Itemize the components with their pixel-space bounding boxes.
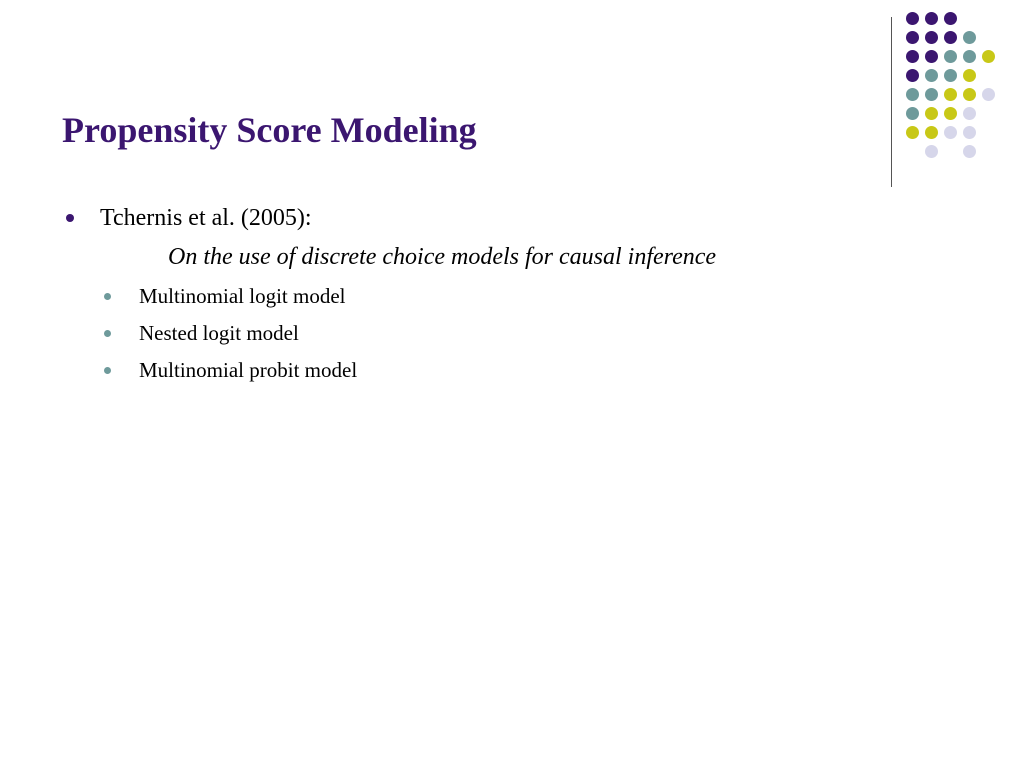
decorative-dot-lavender: [963, 126, 976, 139]
decorative-dot-purple: [925, 31, 938, 44]
decorative-dot-purple: [906, 69, 919, 82]
decorative-dot-lavender: [963, 145, 976, 158]
decorative-dot-yellow: [944, 107, 957, 120]
title-divider-line: [891, 17, 892, 187]
decorative-dot-teal: [906, 88, 919, 101]
decorative-dot-lavender: [944, 126, 957, 139]
decorative-dot-teal: [963, 31, 976, 44]
decorative-dot-purple: [944, 12, 957, 25]
bullet-dot-icon: [66, 214, 74, 222]
decorative-dot-teal: [944, 69, 957, 82]
decorative-dot-yellow: [944, 88, 957, 101]
slide-title: Propensity Score Modeling: [62, 110, 477, 150]
decorative-dot-purple: [906, 31, 919, 44]
decorative-dot-yellow: [925, 107, 938, 120]
decorative-dot-lavender: [925, 145, 938, 158]
decorative-dot-yellow: [963, 69, 976, 82]
decorative-dot-purple: [944, 31, 957, 44]
decorative-dot-lavender: [963, 107, 976, 120]
sub-bullet-text: Nested logit model: [139, 321, 299, 345]
decorative-dot-lavender: [982, 88, 995, 101]
paper-title-quote: On the use of discrete choice models for causal inference: [168, 244, 717, 270]
sub-bullet-dot-icon: [104, 367, 111, 374]
decorative-dot-yellow: [982, 50, 995, 63]
decorative-dot-purple: [925, 12, 938, 25]
bullet-text: Tchernis et al. (2005):: [100, 205, 312, 231]
decorative-dot-teal: [963, 50, 976, 63]
decorative-dot-teal: [906, 107, 919, 120]
sub-bullet-text: Multinomial probit model: [139, 358, 358, 382]
decorative-dot-teal: [925, 69, 938, 82]
decorative-dot-teal: [944, 50, 957, 63]
sub-bullet-dot-icon: [104, 293, 111, 300]
decorative-dot-teal: [925, 88, 938, 101]
sub-bullet-text: Multinomial logit model: [139, 284, 346, 308]
decorative-dot-grid: [906, 12, 1006, 172]
decorative-dot-purple: [906, 12, 919, 25]
sub-bullet-dot-icon: [104, 330, 111, 337]
decorative-dot-purple: [925, 50, 938, 63]
decorative-dot-yellow: [906, 126, 919, 139]
decorative-dot-purple: [906, 50, 919, 63]
decorative-dot-yellow: [925, 126, 938, 139]
decorative-dot-yellow: [963, 88, 976, 101]
